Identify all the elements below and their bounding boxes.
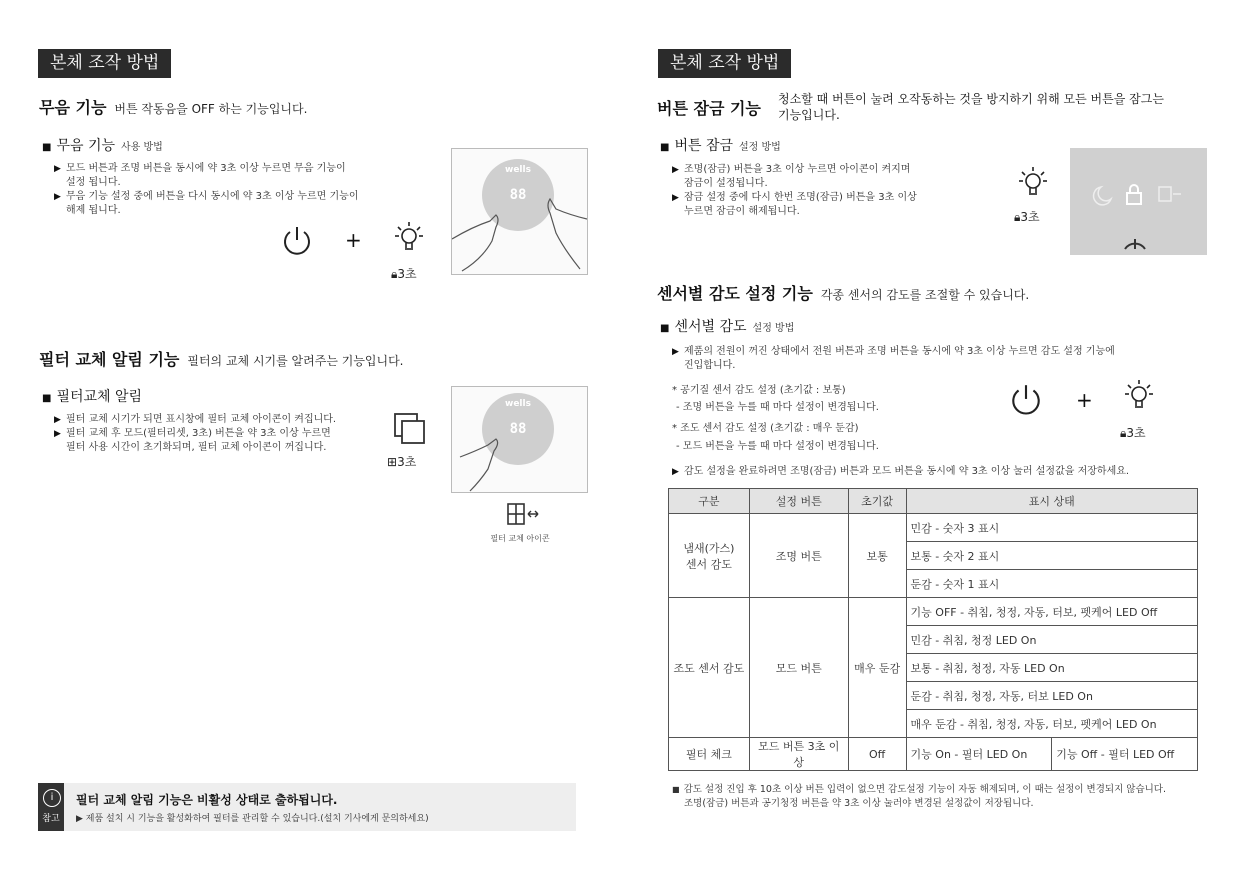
filter-check-label: 필터 체크	[669, 738, 750, 771]
copy-squares-icon	[393, 412, 427, 446]
mute-bullet-1a: 모드 버튼과 조명 버튼을 동시에 약 3초 이상 누르면 무음 기능이	[66, 163, 346, 174]
filter-icon-caption: 필터 교체 아이콘	[490, 534, 550, 543]
lock-bullet-1b: 잠금이 설정됩니다.	[684, 178, 768, 189]
table-header-row	[669, 489, 1198, 514]
lock-usage-title: 버튼 잠금	[674, 138, 733, 154]
filter-usage-heading: ■ 필터교체 알림	[42, 389, 143, 405]
mute-title: 무음 기능	[39, 98, 107, 117]
power-icon-sensor	[1008, 382, 1044, 418]
light-sensor-label: 조도 센서 감도	[669, 598, 750, 738]
table-cell: 둔감 - 숫자 1 표시	[906, 570, 1197, 598]
sensor-bullet-2: ▶ 감도 설정을 완료하려면 조명(잠금) 버튼과 모드 버튼을 동시에 약 3초 이상 눌러 설정값을 저장하세요.	[672, 466, 1130, 477]
air-sensor-text: - 조명 버튼을 누를 때 마다 설정이 변경됩니다.	[676, 402, 879, 413]
lightbulb-icon	[390, 220, 428, 260]
mute-usage-sub: 사용 방법	[121, 142, 163, 153]
plus-sign: +	[345, 228, 362, 252]
lock-bullet-1a: 조명(잠금) 버튼을 3초 이상 누르면 아이콘이 켜지며	[684, 164, 911, 175]
lock-icon: 🔒︎	[391, 267, 398, 281]
filter-bullet-2b: 필터 사용 시간이 초기화되며, 필터 교체 아이콘이 꺼집니다.	[66, 442, 327, 453]
mute-desc: 버튼 작동음을 OFF 하는 기능입니다.	[114, 102, 308, 116]
lock-icon-2: 🔒︎	[1014, 210, 1021, 224]
plus-sign-sensor: +	[1076, 388, 1093, 412]
sensor-title: 센서별 감도 설정 기능	[657, 284, 813, 303]
filter-check-button: 모드 버튼 3초 이상	[749, 738, 848, 771]
sensitivity-table	[668, 488, 1198, 771]
filter-bullets: ▶ 필터 교체 시기가 되면 표시창에 필터 교체 아이콘이 켜집니다. ▶ 필터 교체 후 모드(필터리셋, 3초) 버튼을 약 3초 이상 누르면 필터 사용 시간이 초기화되며, 필터 교체 아이콘이 꺼집니다.	[54, 413, 384, 455]
air-sensor-title: * 공기질 센서 감도 설정 (초기값 : 보통)	[672, 385, 846, 396]
mute-bullet-2b: 해제 됩니다.	[66, 205, 121, 216]
filter-device-image	[451, 386, 588, 493]
brand-logo-2: wells	[505, 399, 531, 409]
sensor-usage-title: 센서별 감도	[674, 319, 747, 335]
hands-illustration	[452, 179, 587, 274]
mute-usage-heading: ■ 무음 기능 사용 방법	[42, 138, 163, 154]
sensor-lock-time: 🔒︎3초	[1120, 426, 1146, 440]
light-sensor-button: 모드 버튼	[749, 598, 848, 738]
filter-reset-time: ⊞︎3초	[387, 455, 417, 469]
section-title-right: 본체 조작 방법	[658, 49, 791, 78]
mute-bullet-1b: 설정 됩니다.	[66, 177, 121, 188]
light-sensor-title: * 조도 센서 감도 설정 (초기값 : 매우 둔감)	[672, 423, 859, 434]
mute-bullet-2a: 무음 기능 설정 중에 버튼을 다시 동시에 약 3초 이상 누르면 기능이	[66, 191, 359, 202]
tip-text: ▶ 제품 설치 시 기능을 활성화하여 필터를 관리할 수 있습니다.(설치 기사에게 문의하세요)	[76, 814, 429, 824]
light-sensor-default: 매우 둔감	[848, 598, 906, 738]
lightbulb-icon-lock	[1014, 165, 1052, 205]
mute-heading	[39, 98, 307, 119]
table-cell: 민감 - 취침, 청정 LED On	[906, 626, 1197, 654]
footnote: ■ 감도 설정 진입 후 10초 이상 버튼 입력이 없으면 감도설정 기능이 자동 해제되며, 이 때는 설정이 변경되지 않습니다. 조명(잠금) 버튼과 공기청정 버튼을 약 3초 이상 눌러야 변경된 설정값이 저장됩니다.	[672, 784, 1166, 809]
lock-usage-sub: 설정 방법	[739, 142, 781, 153]
sensor-usage-heading: ■ 센서별 감도 설정 방법	[660, 319, 795, 335]
lock-panel-icons	[1071, 149, 1206, 254]
table-cell: 기능 OFF - 취침, 청정, 자동, 터보, 펫케어 LED Off	[906, 598, 1197, 626]
mute-usage-title: 무음 기능	[56, 138, 115, 154]
sensor-usage-sub: 설정 방법	[752, 323, 795, 334]
table-cell: 보통 - 숫자 2 표시	[906, 542, 1197, 570]
power-icon	[280, 224, 314, 258]
lock-usage-heading: ■ 버튼 잠금 설정 방법	[660, 138, 781, 154]
gas-sensor-default: 보통	[848, 514, 906, 598]
table-cell: 둔감 - 취침, 청정, 자동, 터보 LED On	[906, 682, 1197, 710]
lightbulb-icon-sensor	[1120, 378, 1158, 418]
mute-lock-time: 🔒︎3초	[391, 267, 417, 281]
mute-device-image	[451, 148, 588, 275]
mute-bullets: ▶ 모드 버튼과 조명 버튼을 동시에 약 3초 이상 누르면 무음 기능이 설정 됩니다. ▶ 무음 기능 설정 중에 버튼을 다시 동시에 약 3초 이상 누르면 기능이 해제 됩니다.	[54, 162, 414, 218]
dial-display-2: 88	[509, 421, 527, 437]
tip-title: 필터 교체 알림 기능은 비활성 상태로 출하됩니다.	[76, 793, 338, 807]
filter-bullet-2a: 필터 교체 후 모드(필터리셋, 3초) 버튼을 약 3초 이상 누르면	[66, 428, 331, 439]
gas-sensor-button: 조명 버튼	[749, 514, 848, 598]
table-cell: 매우 둔감 - 취침, 청정, 자동, 터보, 펫케어 LED On	[906, 710, 1197, 738]
brand-logo: wells	[505, 165, 531, 175]
lock-bullets: ▶ 조명(잠금) 버튼을 3초 이상 누르면 아이콘이 켜지며 잠금이 설정됩니다. ▶ 잠금 설정 중에 다시 한번 조명(잠금) 버튼을 3초 이상 누르면 잠금이 해제됩니다.	[672, 163, 962, 219]
sensor-heading	[657, 284, 1029, 305]
lock-icon-3: 🔒︎	[1120, 426, 1127, 440]
table-row	[669, 598, 1198, 626]
table-cell: 기능 On - 필터 LED On	[906, 738, 1052, 771]
lock-bullet-2a: 잠금 설정 중에 다시 한번 조명(잠금) 버튼을 3초 이상	[684, 192, 917, 203]
table-cell: 보통 - 취침, 청정, 자동 LED On	[906, 654, 1197, 682]
hand-illustration	[452, 417, 587, 492]
table-header: 설정 버튼	[749, 489, 848, 514]
table-header: 구분	[669, 489, 750, 514]
filter-desc: 필터의 교체 시기를 알려주는 기능입니다.	[187, 354, 404, 368]
lock-bullet-2b: 누르면 잠금이 해제됩니다.	[684, 206, 800, 217]
sensor-desc: 각종 센서의 감도를 조절할 수 있습니다.	[820, 288, 1030, 302]
table-cell: 기능 Off - 필터 LED Off	[1052, 738, 1198, 771]
lock-title: 버튼 잠금 기능	[657, 99, 761, 118]
tip-label: 참고	[42, 814, 60, 824]
sensor-bullet-1: ▶ 제품의 전원이 꺼진 상태에서 전원 버튼과 조명 버튼을 동시에 약 3초 이상 누르면 감도 설정 기능에 진입합니다.	[672, 346, 1115, 371]
filter-replace-icon	[506, 502, 540, 528]
lock-desc: 청소할 때 버튼이 눌려 오작동하는 것을 방지하기 위해 모든 버튼을 잠그는 기능입니다.	[778, 92, 1164, 122]
table-cell: 민감 - 숫자 3 표시	[906, 514, 1197, 542]
filter-title: 필터 교체 알림 기능	[39, 350, 180, 369]
table-row	[669, 738, 1198, 771]
table-header: 초기값	[848, 489, 906, 514]
table-row	[669, 514, 1198, 542]
filter-heading	[39, 350, 404, 371]
section-title-left: 본체 조작 방법	[38, 49, 171, 78]
lock-time: 🔒︎3초	[1014, 210, 1040, 224]
info-icon: i	[43, 789, 61, 807]
filter-check-default: Off	[848, 738, 906, 771]
lock-panel-image	[1070, 148, 1207, 255]
light-sensor-text: - 모드 버튼을 누를 때 마다 설정이 변경됩니다.	[676, 441, 879, 452]
filter-usage-title: 필터교체 알림	[56, 389, 143, 405]
dial-display: 88	[509, 187, 527, 203]
gas-sensor-label: 냄새(가스) 센서 감도	[669, 514, 750, 598]
tip-box	[38, 783, 576, 831]
table-header: 표시 상태	[906, 489, 1197, 514]
filter-bullet-1: 필터 교체 시기가 되면 표시창에 필터 교체 아이콘이 켜집니다.	[66, 414, 337, 425]
filter-reset-icon: ⊞︎	[387, 455, 398, 469]
